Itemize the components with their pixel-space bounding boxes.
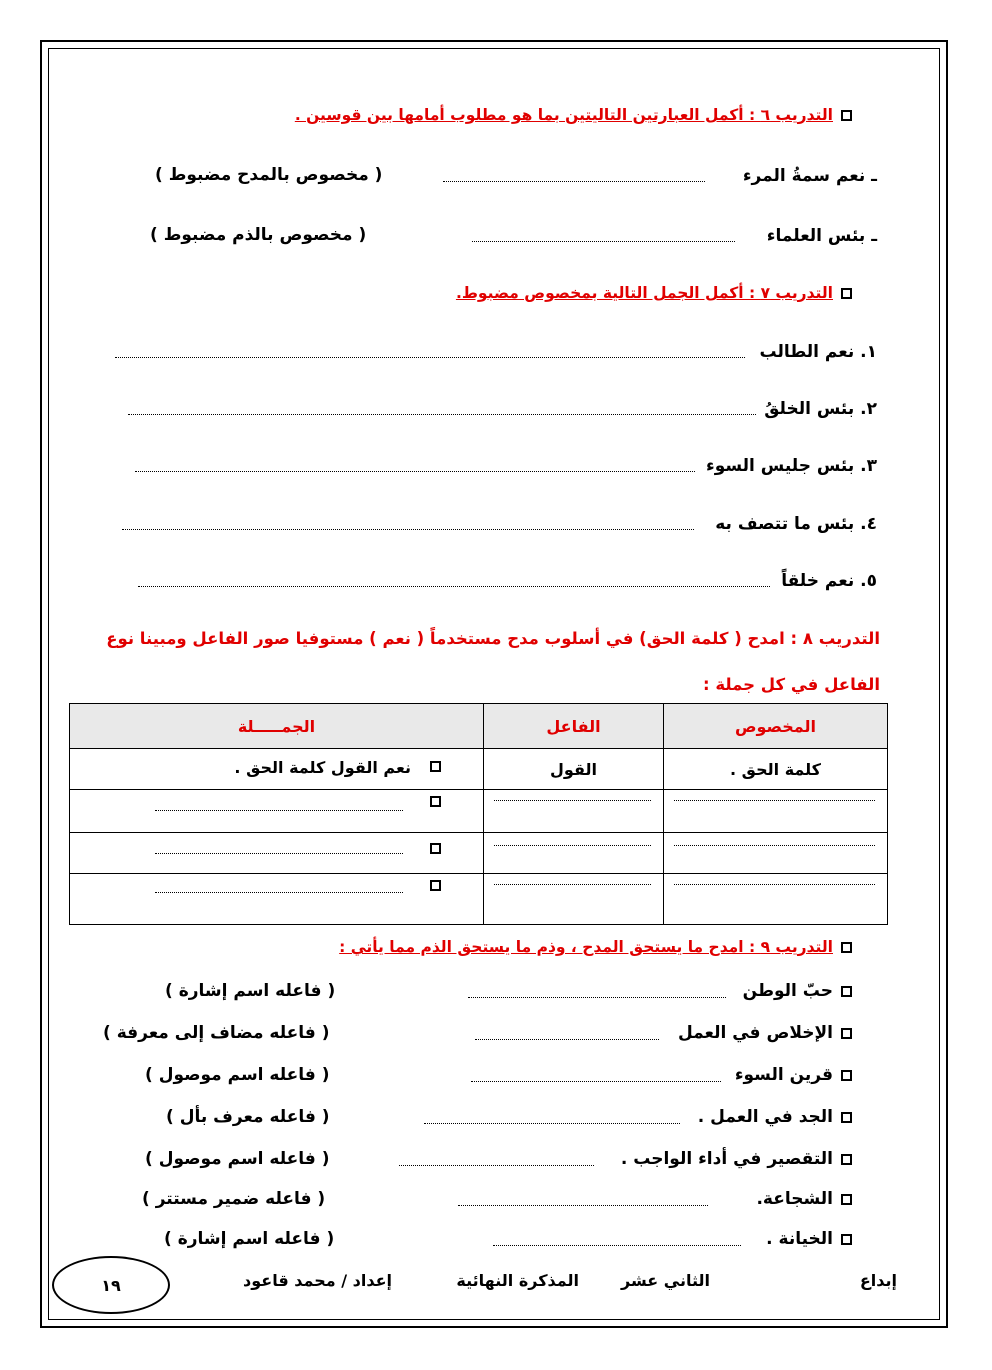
ex9-item-7-blank — [493, 1244, 741, 1246]
checkbox-icon — [430, 796, 441, 807]
exercise-9-title: التدريب ٩ : امدح ما يستحق المدح ، وذم ما يستحق الذم مما يأتي : — [339, 938, 852, 956]
checkbox-icon — [841, 1234, 852, 1245]
ex7-item-5-blank — [138, 585, 770, 587]
ex9-item-6-blank — [458, 1204, 708, 1206]
ex7-item-2: ٢. بئس الخلقُ — [764, 399, 877, 419]
answer-blank — [155, 853, 403, 854]
answer-blank — [674, 884, 875, 885]
answer-blank — [494, 845, 651, 846]
header-specified: المخصوص — [664, 704, 888, 749]
header-sentence: الجمـــــلة — [70, 704, 484, 749]
checkbox-icon — [841, 1070, 852, 1081]
exercise-6-title: التدريب ٦ : أكمل العبارتين التاليتين بما هو مطلوب أمامها بين قوسين . — [295, 106, 852, 124]
ex9-item-7: الخيانة . — [766, 1229, 852, 1249]
ex9-item-7-hint: ( فاعله اسم إشارة ) — [164, 1229, 335, 1249]
example-specified: كلمة الحق . — [664, 749, 888, 790]
ex9-item-1-blank — [468, 996, 726, 998]
ex9-item-5: التقصير في أداء الواجب . — [621, 1149, 852, 1169]
ex7-item-2-blank — [128, 413, 756, 415]
ex6-item-1-blank — [443, 180, 705, 182]
answer-blank — [494, 884, 651, 885]
answer-blank — [494, 800, 651, 801]
checkbox-icon — [841, 1154, 852, 1165]
ex9-item-1: حبّ الوطن — [743, 981, 852, 1001]
ex6-item-1-hint: ( مخصوص بالمدح مضبوط ) — [155, 165, 383, 185]
ex7-item-3-blank — [135, 470, 695, 472]
exercise-8-title-line-2: الفاعل في كل جملة : — [702, 675, 880, 694]
ex9-item-3-blank — [471, 1080, 721, 1082]
answer-blank — [155, 892, 403, 893]
footer-book: المذكرة النهائية — [456, 1271, 579, 1290]
ex9-item-6: الشجاعة. — [756, 1189, 852, 1209]
table-row — [70, 833, 888, 874]
page-number: ١٩ — [101, 1275, 121, 1295]
ex7-item-4-blank — [122, 528, 694, 530]
ex7-item-4: ٤. بئس ما تتصف به — [715, 514, 877, 534]
ex6-item-2-blank — [472, 240, 735, 242]
example-sentence-cell — [70, 749, 484, 790]
answer-blank — [674, 800, 875, 801]
ex9-item-2-blank — [475, 1038, 659, 1040]
checkbox-icon — [430, 843, 441, 854]
page-number-badge — [52, 1256, 170, 1314]
exercise-7-title: التدريب ٧ : أكمل الجمل التالية بمخصوص مضبوط. — [456, 284, 852, 302]
ex9-item-5-hint: ( فاعله اسم موصول ) — [145, 1149, 330, 1169]
answer-blank — [155, 810, 403, 811]
ex7-item-1-blank — [115, 356, 745, 358]
ex6-item-2-label: ـ بئس العلماء — [766, 226, 877, 246]
ex9-item-4-hint: ( فاعله معرف بأل ) — [166, 1107, 330, 1127]
example-sentence: نعم القول كلمة الحق . — [234, 758, 411, 777]
exercise-8-title-line-1: التدريب ٨ : امدح ( كلمة الحق) في أسلوب مدح مستخدماً ( نعم ) مستوفيا صور الفاعل ومبينا نوع — [106, 629, 880, 648]
ex9-item-5-blank — [399, 1164, 594, 1166]
ex7-item-1: ١. نعم الطالب — [759, 342, 877, 362]
ex9-item-2-hint: ( فاعله مضاف إلى معرفة ) — [103, 1023, 330, 1043]
answer-blank — [674, 845, 875, 846]
checkbox-icon — [841, 1112, 852, 1123]
example-subject: القول — [484, 749, 664, 790]
footer-author: إعداد / محمد قاعود — [243, 1271, 392, 1290]
table-header-row — [70, 704, 888, 749]
table-row — [70, 874, 888, 925]
table-row — [70, 749, 888, 790]
ex9-item-6-hint: ( فاعله ضمير مستتر ) — [142, 1189, 326, 1209]
exercise-8-table — [69, 703, 888, 925]
footer-brand: إبداع — [859, 1271, 897, 1290]
checkbox-icon — [841, 942, 852, 953]
ex9-item-3: قرين السوء — [735, 1065, 852, 1085]
ex9-item-3-hint: ( فاعله اسم موصول ) — [145, 1065, 330, 1085]
header-subject: الفاعل — [484, 704, 664, 749]
ex9-item-4: الجد في العمل . — [698, 1107, 852, 1127]
ex7-item-5: ٥. نعم خلقاً — [781, 571, 877, 591]
checkbox-icon — [841, 1028, 852, 1039]
footer-grade: الثاني عشر — [621, 1271, 710, 1290]
ex6-item-2-hint: ( مخصوص بالذم مضبوط ) — [150, 225, 367, 245]
checkbox-icon — [841, 986, 852, 997]
checkbox-icon — [430, 880, 441, 891]
ex6-item-1-label: ـ نعم سمةُ المرء — [742, 166, 877, 186]
ex9-item-2: الإخلاص في العمل — [678, 1023, 852, 1043]
checkbox-icon — [841, 288, 852, 299]
checkbox-icon — [841, 110, 852, 121]
ex9-item-1-hint: ( فاعله اسم إشارة ) — [165, 981, 336, 1001]
checkbox-icon — [430, 761, 441, 772]
table-row — [70, 790, 888, 833]
ex9-item-4-blank — [424, 1122, 680, 1124]
checkbox-icon — [841, 1194, 852, 1205]
ex7-item-3: ٣. بئس جليس السوء — [706, 456, 877, 476]
